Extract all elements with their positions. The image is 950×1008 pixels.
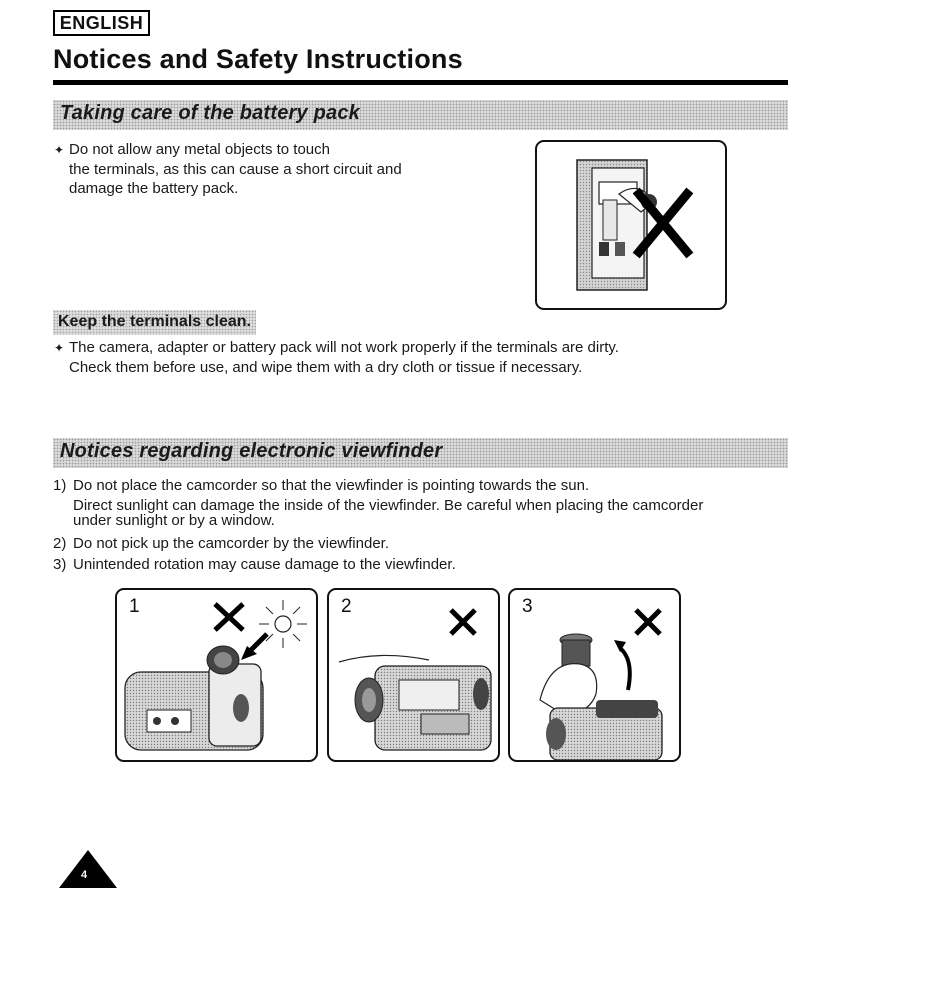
viewfinder-section-title: Notices regarding electronic viewfinder: [60, 440, 443, 462]
title-rule: [53, 80, 788, 85]
keep-clean-subheading: [53, 310, 256, 335]
item-line: Do not place the camcorder so that the viewfinder is pointing towards the sun.: [73, 477, 590, 494]
battery-note-line: Do not allow any metal objects to touch: [69, 141, 330, 158]
battery-note-line: the terminals, as this can cause a short circuit and: [69, 160, 402, 178]
keep-clean-title: Keep the terminals clean.: [58, 313, 251, 330]
item-line: Direct sunlight can damage the inside of the viewfinder. Be careful when placing the camcorder: [73, 496, 704, 514]
figure-number: 2: [341, 596, 352, 617]
clean-note-line: Check them before use, and wipe them with a dry cloth or tissue if necessary.: [69, 358, 583, 376]
item-number: 3): [53, 556, 67, 573]
figure-number: 1: [129, 596, 140, 617]
item-number: 2): [53, 535, 67, 552]
battery-terminal-icon: [537, 142, 725, 308]
clean-note: [54, 338, 769, 377]
viewfinder-item-3: [53, 555, 773, 575]
figure-number: 3: [522, 596, 533, 617]
bullet-icon: ✦: [54, 341, 65, 355]
viewfinder-rotation-icon: [510, 590, 679, 760]
page-title: Notices and Safety Instructions: [53, 44, 463, 74]
battery-section-heading: [53, 100, 788, 130]
camcorder-grip-icon: [329, 590, 498, 760]
viewfinder-figure-1: [115, 588, 318, 762]
clean-note-line: The camera, adapter or battery pack will not work properly if the terminals are dirty.: [69, 339, 619, 356]
viewfinder-item-2: [53, 534, 773, 554]
battery-note: [54, 140, 489, 199]
camcorder-sun-icon: [117, 590, 316, 760]
viewfinder-item-1: [53, 476, 773, 531]
item-line: Do not pick up the camcorder by the viewfinder.: [73, 535, 389, 552]
battery-terminal-figure: [535, 140, 727, 310]
language-badge: ENGLISH: [53, 10, 150, 36]
battery-note-line: damage the battery pack.: [69, 180, 239, 197]
viewfinder-section-heading: [53, 438, 788, 468]
item-number: 1): [53, 477, 67, 494]
viewfinder-figure-2: [327, 588, 500, 762]
bullet-icon: ✦: [54, 143, 65, 157]
battery-section-title: Taking care of the battery pack: [60, 102, 360, 124]
item-line: Unintended rotation may cause damage to the viewfinder.: [73, 556, 456, 573]
viewfinder-figure-3: [508, 588, 681, 762]
page-number: 4: [80, 869, 88, 881]
item-line: under sunlight or by a window.: [73, 512, 275, 529]
